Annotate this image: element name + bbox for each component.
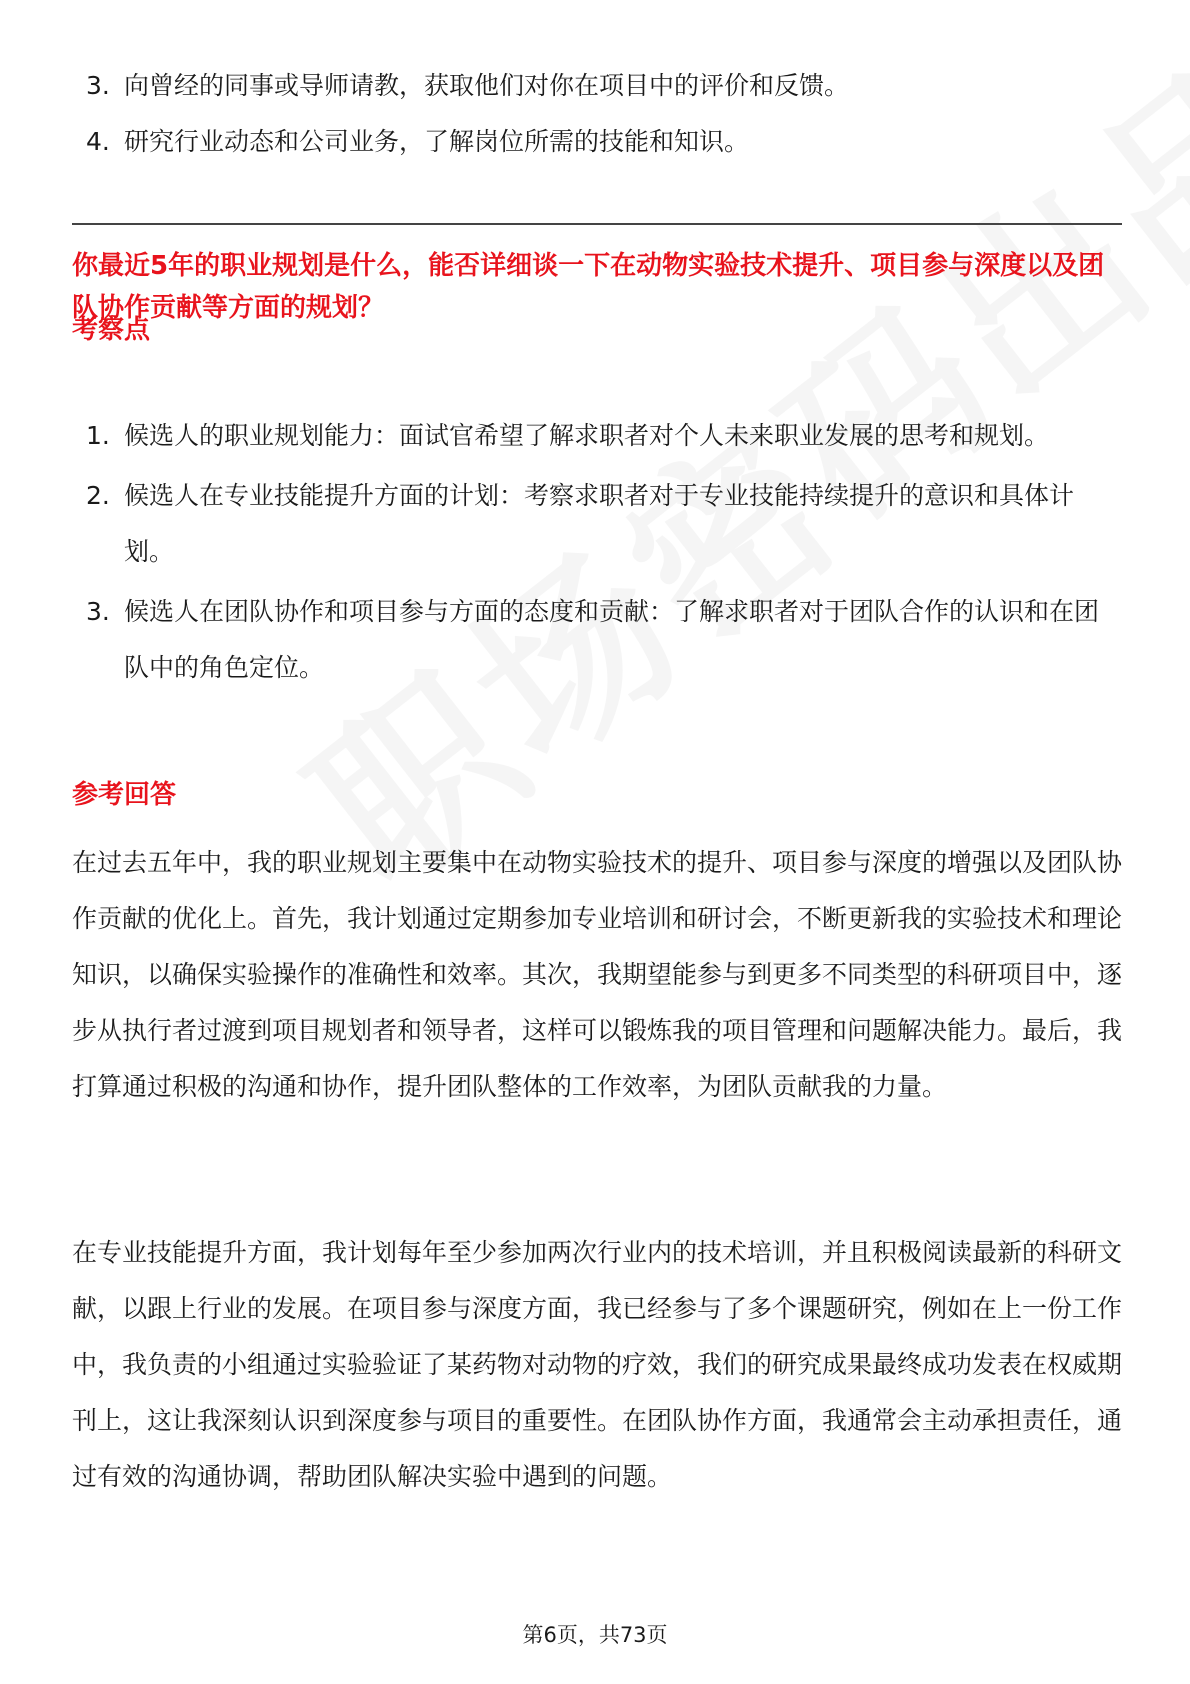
list-text: 研究行业动态和公司业务，了解岗位所需的技能和知识。 [124, 127, 750, 156]
interview-question: 你最近5年的职业规划是什么，能否详细谈一下在动物实验技术提升、项目参与深度以及团队协作贡献等方面的规划？ [72, 251, 1105, 323]
points-list [72, 408, 1122, 700]
answer-heading: 参考回答 [72, 780, 177, 810]
list-item [72, 408, 1122, 464]
list-number: 4. [86, 127, 110, 156]
section-divider [72, 223, 1122, 225]
list-item [72, 114, 1122, 170]
list-number: 1. [86, 421, 110, 450]
list-text: 候选人的职业规划能力：面试官希望了解求职者对个人未来职业发展的思考和规划。 [124, 421, 1050, 450]
list-item [72, 468, 1122, 580]
answer-paragraph: 在过去五年中，我的职业规划主要集中在动物实验技术的提升、项目参与深度的增强以及团队协作贡献的优化上。首先，我计划通过定期参加专业培训和研讨会，不断更新我的实验技术和理论知识，以确保实验操作的准确性和效率。其次，我期望能参与到更多不同类型的科研项目中，逐步从执行者过渡到项目规划者和领导者，这样可以锻炼我的项目管理和问题解决能力。最后，我打算通过积极的沟通和协作，提升团队整体的工作效率，为团队贡献我的力量。 [72, 848, 1123, 1101]
list-item [72, 584, 1122, 696]
list-text: 向曾经的同事或导师请教，获取他们对你在项目中的评价和反馈。 [124, 71, 850, 100]
points-heading: 考察点 [72, 315, 151, 345]
list-item [72, 58, 1122, 114]
list-number: 2. [86, 481, 110, 510]
list-text: 候选人在专业技能提升方面的计划：考察求职者对于专业技能持续提升的意识和具体计划。 [124, 481, 1075, 566]
answer-paragraph: 在专业技能提升方面，我计划每年至少参加两次行业内的技术培训，并且积极阅读最新的科研文献，以跟上行业的发展。在项目参与深度方面，我已经参与了多个课题研究，例如在上一份工作中，我负责的小组通过实验验证了某药物对动物的疗效，我们的研究成果最终成功发表在权威期刊上，这让我深刻认识到深度参与项目的重要性。在团队协作方面，我通常会主动承担责任，通过有效的沟通协调，帮助团队解决实验中遇到的问题。 [72, 1238, 1123, 1491]
page-number: 第6页，共73页 [522, 1623, 668, 1647]
list-number: 3. [86, 71, 110, 100]
previous-list [72, 58, 1122, 170]
list-number: 3. [86, 597, 110, 626]
list-text: 候选人在团队协作和项目参与方面的态度和贡献：了解求职者对于团队合作的认识和在团队中的角色定位。 [124, 597, 1100, 682]
